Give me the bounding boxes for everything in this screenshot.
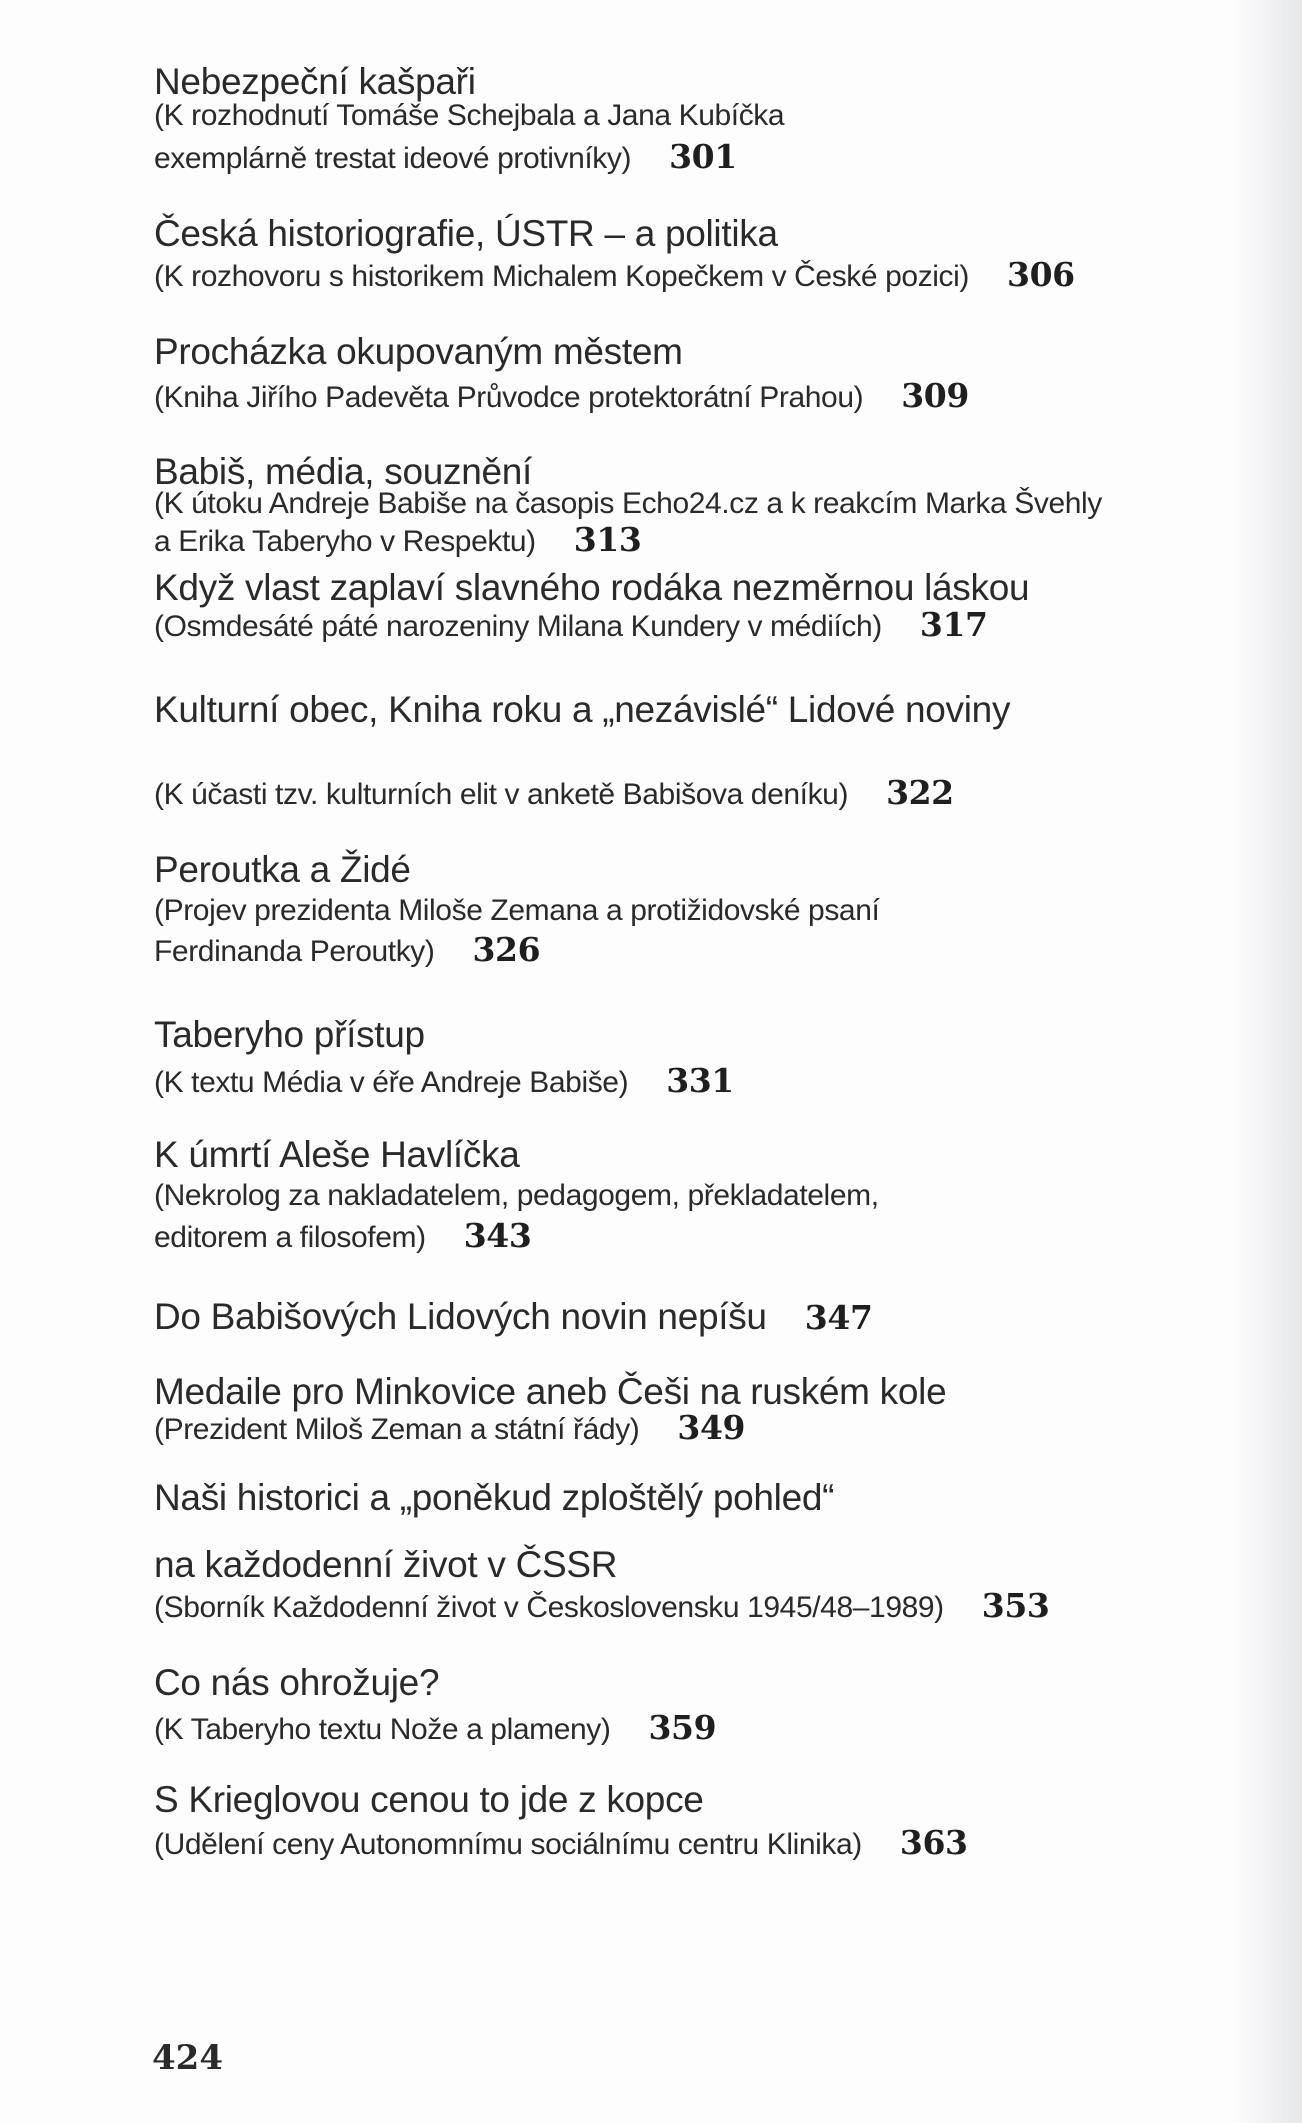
- subtitle-text: (Udělení ceny Autonomnímu sociálnímu centru Klinika): [154, 1828, 862, 1861]
- toc-page-number[interactable]: 326: [472, 930, 541, 969]
- toc-page-number[interactable]: 301: [669, 137, 737, 176]
- toc-entry-title: Když vlast zaplaví slavného rodáka nezměrnou láskou: [154, 567, 1030, 608]
- toc-entry-subtitle: [154, 1708, 717, 1747]
- subtitle-text: Ferdinanda Peroutky): [154, 935, 435, 968]
- toc-entry-subtitle: [154, 520, 642, 559]
- toc-entry-subtitle: (K útoku Andreje Babiše na časopis Echo24.cz a k reakcím Marka Švehly: [154, 487, 1102, 520]
- subtitle-text: (Sborník Každodenní život v Československu 1945/48–1989): [154, 1591, 944, 1624]
- toc-entry-subtitle: [154, 255, 1075, 294]
- toc-entry-title: Taberyho přístup: [154, 1014, 425, 1055]
- toc-page-number[interactable]: 349: [677, 1408, 746, 1447]
- subtitle-text: (Osmdesáté páté narozeniny Milana Kundery v médiích): [154, 610, 882, 643]
- toc-entry-subtitle: [154, 930, 541, 969]
- toc-page-number[interactable]: 359: [648, 1708, 717, 1747]
- toc-entry-title: [154, 1298, 873, 1335]
- toc-page-number[interactable]: 306: [1007, 255, 1075, 294]
- toc-entry-subtitle: [154, 605, 988, 644]
- toc-entry-title: Co nás ohrožuje?: [154, 1662, 440, 1703]
- toc-entry-subtitle: [154, 773, 954, 812]
- toc-entry-subtitle: [154, 1408, 746, 1447]
- toc-page-number[interactable]: 347: [804, 1298, 873, 1337]
- toc-entry-subtitle: [154, 1586, 1050, 1625]
- toc-entry-title: K úmrtí Aleše Havlíčka: [154, 1134, 520, 1175]
- toc-page-number[interactable]: 353: [981, 1586, 1050, 1625]
- page-number-footer: 424: [152, 2038, 223, 2078]
- toc-entry-title: Babiš, média, souznění: [154, 451, 533, 492]
- subtitle-text: (Kniha Jiřího Padevěta Průvodce protektorátní Prahou): [154, 381, 864, 414]
- toc-entry-title: Česká historiografie, ÚSTR – a politika: [154, 213, 778, 254]
- toc-entry-title: Medaile pro Minkovice aneb Češi na ruském kole: [154, 1371, 947, 1412]
- toc-entry-title: na každodenní život v ČSSR: [154, 1544, 618, 1585]
- toc-page-number[interactable]: 363: [899, 1823, 968, 1862]
- subtitle-text: editorem a filosofem): [154, 1221, 426, 1254]
- toc-entry-title: Peroutka a Židé: [154, 849, 411, 890]
- subtitle-text: (K textu Média v éře Andreje Babiše): [154, 1066, 629, 1099]
- toc-page-number[interactable]: 331: [666, 1061, 734, 1100]
- toc-entry-title: S Krieglovou cenou to jde z kopce: [154, 1779, 704, 1820]
- toc-entry-subtitle: [154, 376, 969, 415]
- toc-entry-subtitle: (Nekrolog za nakladatelem, pedagogem, překladatelem,: [154, 1179, 879, 1212]
- toc-entry-subtitle: (K rozhodnutí Tomáše Schejbala a Jana Kubíčka: [154, 99, 785, 132]
- subtitle-text: (K rozhovoru s historikem Michalem Kopečkem v České pozici): [154, 260, 970, 293]
- toc-entry-subtitle: [154, 1823, 968, 1862]
- toc-page-number[interactable]: 309: [901, 376, 969, 415]
- toc-entry-subtitle: [154, 137, 737, 176]
- subtitle-text: (K účasti tzv. kulturních elit v anketě Babišova deníku): [154, 778, 849, 811]
- toc-entry-title: Kulturní obec, Kniha roku a „nezávislé“ Lidové noviny: [154, 689, 1011, 730]
- toc-entry-subtitle: [154, 1061, 734, 1100]
- toc-page-number[interactable]: 313: [573, 520, 642, 559]
- subtitle-text: (K Taberyho textu Nože a plameny): [154, 1713, 611, 1746]
- toc-page-number[interactable]: 317: [919, 605, 988, 644]
- toc-entry-title: Naši historici a „poněkud zploštělý pohled“: [154, 1477, 835, 1518]
- toc-entry-title: Nebezpeční kašpaři: [154, 61, 476, 102]
- toc-entry-subtitle: (Projev prezidenta Miloše Zemana a protižidovské psaní: [154, 894, 880, 927]
- subtitle-text: a Erika Taberyho v Respektu): [154, 525, 536, 558]
- toc-page-number[interactable]: 322: [886, 773, 954, 812]
- page-gutter-shadow: [1232, 0, 1302, 2123]
- toc-entry-title: Procházka okupovaným městem: [154, 331, 683, 372]
- subtitle-text: exemplárně trestat ideové protivníky): [154, 142, 632, 175]
- title-text: Do Babišových Lidových novin nepíšu: [154, 1296, 767, 1337]
- subtitle-text: (Prezident Miloš Zeman a státní řády): [154, 1413, 640, 1446]
- toc-entry-subtitle: [154, 1216, 532, 1255]
- toc-page-number[interactable]: 343: [463, 1216, 532, 1255]
